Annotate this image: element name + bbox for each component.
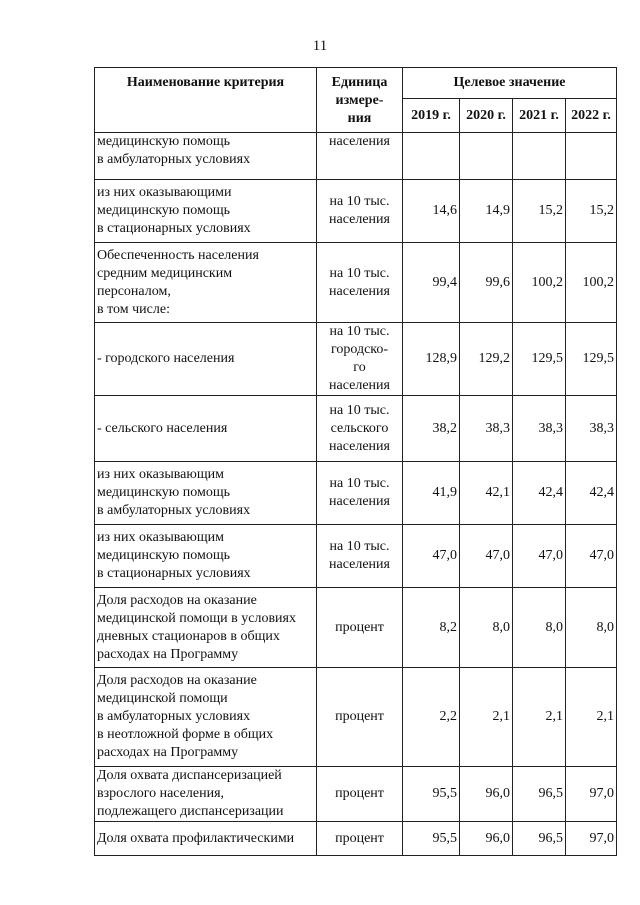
value-cell: 96,0 (460, 822, 513, 856)
value-cell: 97,0 (566, 822, 617, 856)
value-cell: 8,0 (460, 588, 513, 668)
value-cell: 42,1 (460, 462, 513, 525)
unit-cell: процент (317, 767, 403, 822)
value-cell: 128,9 (403, 323, 460, 396)
value-cell: 99,4 (403, 243, 460, 323)
table-row (95, 323, 617, 396)
table-row (95, 668, 617, 767)
value-cell: 129,2 (460, 323, 513, 396)
value-cell: 129,5 (566, 323, 617, 396)
value-cell: 47,0 (513, 525, 566, 588)
value-cell: 99,6 (460, 243, 513, 323)
unit-cell: на 10 тыс. населения (317, 180, 403, 243)
value-cell: 38,3 (566, 396, 617, 462)
unit-cell: процент (317, 822, 403, 856)
value-cell: 42,4 (566, 462, 617, 525)
value-cell: 2,1 (566, 668, 617, 767)
value-cell (513, 133, 566, 180)
value-cell: 47,0 (460, 525, 513, 588)
criterion-name: Доля охвата диспансеризацией взрослого населения, подлежащего диспансеризации (95, 767, 317, 822)
value-cell (566, 133, 617, 180)
value-cell: 2,1 (460, 668, 513, 767)
criterion-name: Обеспеченность населения средним медицинским персоналом, в том числе: (95, 243, 317, 323)
criterion-name: из них оказывающими медицинскую помощь в стационарных условиях (95, 180, 317, 243)
header-year-2021: 2021 г. (513, 99, 566, 133)
table-row (95, 462, 617, 525)
criterion-name: Доля расходов на оказание медицинской помощи в амбулаторных условиях в неотложной форме в общих расходах на Программу (95, 668, 317, 767)
header-year-2022: 2022 г. (566, 99, 617, 133)
value-cell: 97,0 (566, 767, 617, 822)
criterion-name: Доля охвата профилактическими (95, 822, 317, 856)
value-cell: 2,2 (403, 668, 460, 767)
value-cell: 38,2 (403, 396, 460, 462)
header-year-2020: 2020 г. (460, 99, 513, 133)
criterion-name: из них оказывающим медицинскую помощь в стационарных условиях (95, 525, 317, 588)
unit-cell: на 10 тыс. городско- го населения (317, 323, 403, 396)
value-cell: 95,5 (403, 767, 460, 822)
page-number: 11 (312, 38, 328, 54)
value-cell: 8,0 (513, 588, 566, 668)
unit-cell: на 10 тыс. населения (317, 525, 403, 588)
table-row (95, 525, 617, 588)
table-row (95, 133, 617, 180)
criterion-name: - городского населения (95, 323, 317, 396)
value-cell: 14,9 (460, 180, 513, 243)
unit-cell: на 10 тыс. сельского населения (317, 396, 403, 462)
value-cell: 47,0 (566, 525, 617, 588)
header-unit: Единица измере- ния (317, 68, 403, 133)
value-cell: 47,0 (403, 525, 460, 588)
value-cell: 41,9 (403, 462, 460, 525)
criterion-name: медицинскую помощь в амбулаторных условиях (95, 133, 317, 180)
unit-cell: населения (317, 133, 403, 180)
value-cell: 95,5 (403, 822, 460, 856)
criterion-name: - сельского населения (95, 396, 317, 462)
value-cell: 96,5 (513, 767, 566, 822)
unit-cell: процент (317, 668, 403, 767)
table-row (95, 396, 617, 462)
value-cell: 38,3 (513, 396, 566, 462)
criteria-table (94, 67, 617, 856)
value-cell: 8,2 (403, 588, 460, 668)
value-cell: 8,0 (566, 588, 617, 668)
value-cell (460, 133, 513, 180)
value-cell: 100,2 (566, 243, 617, 323)
table-row (95, 243, 617, 323)
table-row (95, 767, 617, 822)
value-cell: 2,1 (513, 668, 566, 767)
value-cell: 15,2 (566, 180, 617, 243)
value-cell: 38,3 (460, 396, 513, 462)
value-cell (403, 133, 460, 180)
unit-cell: на 10 тыс. населения (317, 243, 403, 323)
criterion-name: из них оказывающим медицинскую помощь в амбулаторных условиях (95, 462, 317, 525)
value-cell: 129,5 (513, 323, 566, 396)
value-cell: 96,5 (513, 822, 566, 856)
value-cell: 42,4 (513, 462, 566, 525)
value-cell: 96,0 (460, 767, 513, 822)
value-cell: 14,6 (403, 180, 460, 243)
header-criterion: Наименование критерия (95, 68, 317, 133)
header-year-2019: 2019 г. (403, 99, 460, 133)
table-row (95, 822, 617, 856)
unit-cell: процент (317, 588, 403, 668)
unit-cell: на 10 тыс. населения (317, 462, 403, 525)
header-target: Целевое значение (403, 68, 617, 99)
table-body (95, 133, 617, 856)
criterion-name: Доля расходов на оказание медицинской помощи в условиях дневных стационаров в общих расходах на Программу (95, 588, 317, 668)
value-cell: 100,2 (513, 243, 566, 323)
value-cell: 15,2 (513, 180, 566, 243)
table-row (95, 588, 617, 668)
table-row (95, 180, 617, 243)
